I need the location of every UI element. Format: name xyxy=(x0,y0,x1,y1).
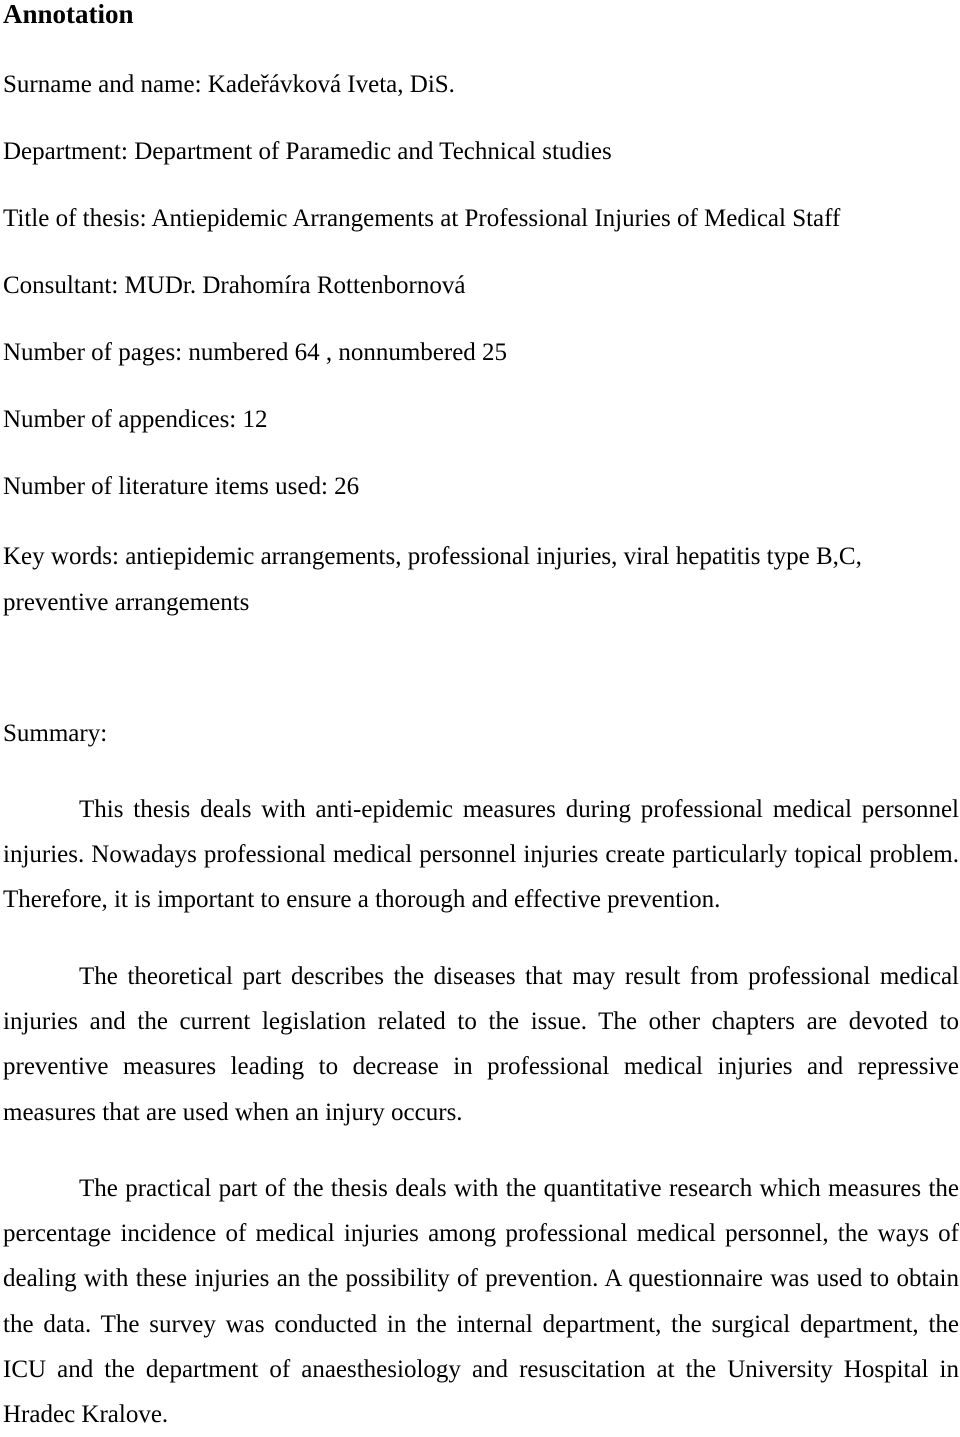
summary-paragraph-3: The practical part of the thesis deals with the quantitative research which measures the percentage incidence of medical injuries among professional medical personnel, the ways of dealing with these injuries an the possibility of prevention. A questionnaire was used to obtain the data. The survey was conducted in the internal department, the surgical department, the ICU and the department of anaesthesiology and resuscitation at the University Hospital in Hradec Kralove. xyxy=(3,1175,959,1429)
page-title: Annotation xyxy=(3,0,134,29)
summary-paragraph-2: The theoretical part describes the diseases that may result from professional medical injuries and the current legislation related to the issue. The other chapters are devoted to preventive measures leading to decrease in professional medical injuries and repressive measures that are used when an injury occurs. xyxy=(3,963,959,1126)
page-count-line: Number of pages: numbered 64 , nonnumbered 25 xyxy=(3,339,508,366)
department-line: Department: Department of Paramedic and Technical studies xyxy=(3,138,612,165)
literature-count-line: Number of literature items used: 26 xyxy=(3,473,360,500)
keywords-line: Key words: antiepidemic arrangements, professional injuries, viral hepatitis type B,C, preventive arrangements xyxy=(3,543,862,616)
appendices-line: Number of appendices: 12 xyxy=(3,406,268,433)
thesis-title-line: Title of thesis: Antiepidemic Arrangements at Professional Injuries of Medical Staff xyxy=(3,205,841,232)
summary-paragraph-1: This thesis deals with anti-epidemic measures during professional medical personnel injuries. Nowadays professional medical personnel injuries create particularly topical problem. Therefore, it is important to ensure a thorough and effective prevention. xyxy=(3,796,959,914)
author-name-line: Surname and name: Kadeřávková Iveta, DiS. xyxy=(3,71,455,98)
summary-label: Summary: xyxy=(3,720,108,747)
consultant-line: Consultant: MUDr. Drahomíra Rottenbornová xyxy=(3,272,466,299)
